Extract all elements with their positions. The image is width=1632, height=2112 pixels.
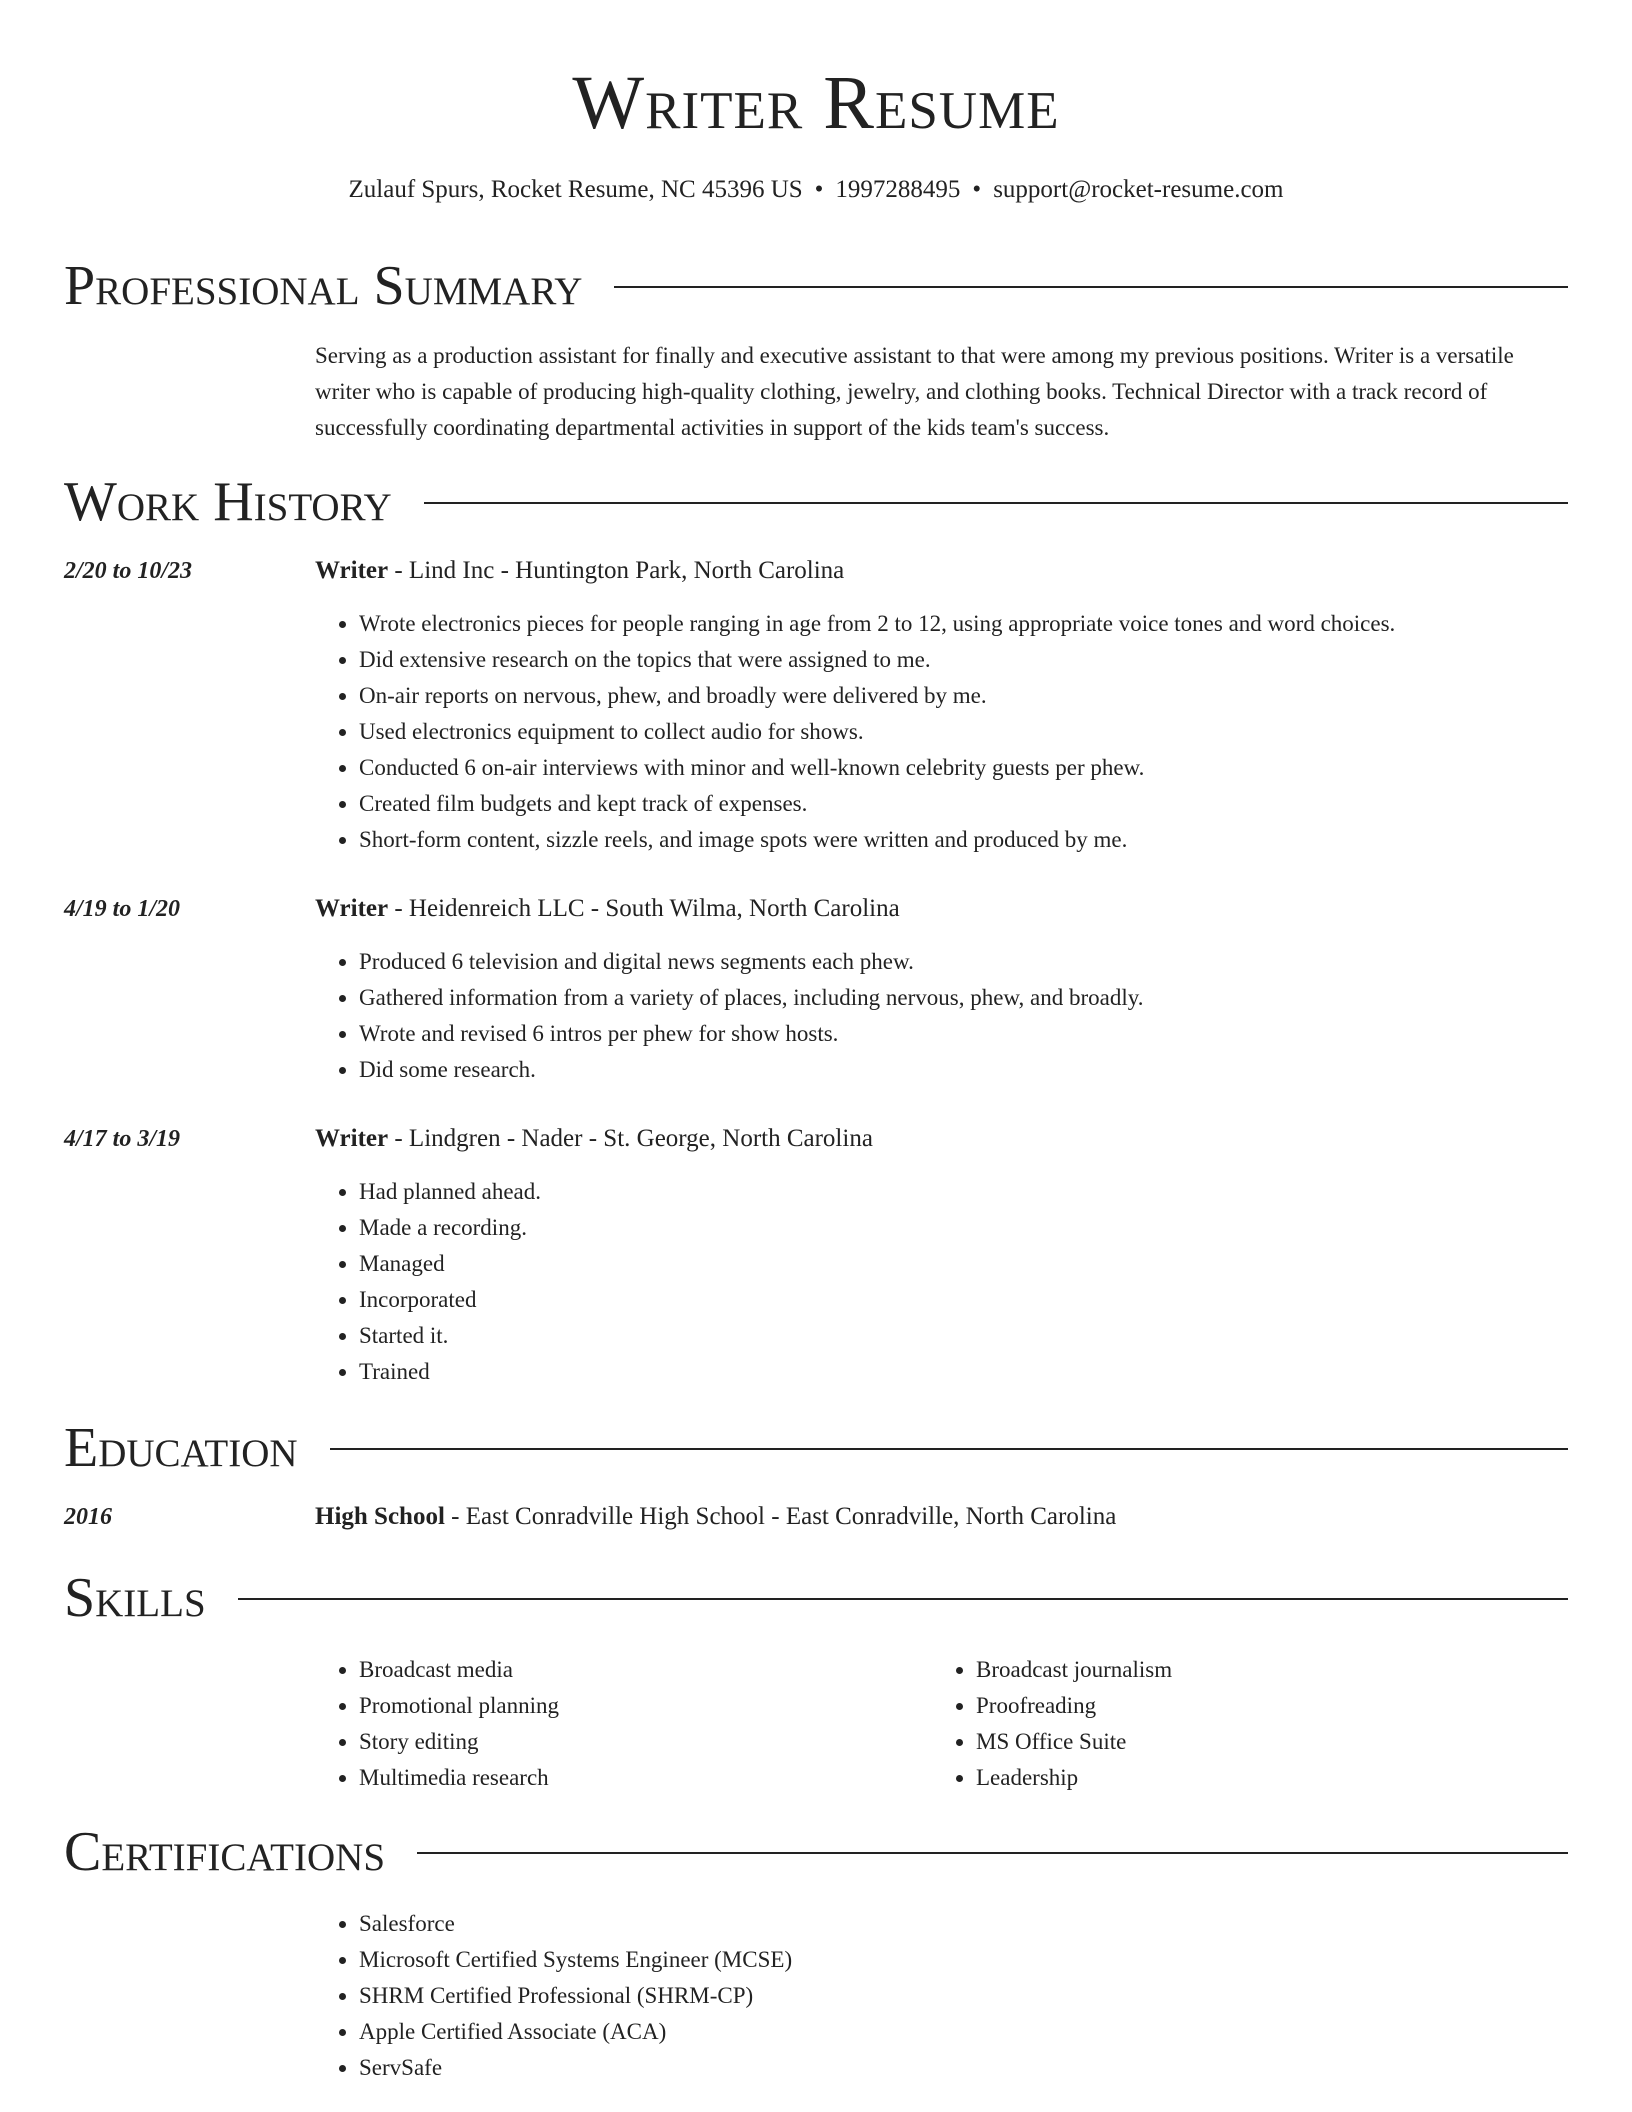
job-title-line	[315, 554, 844, 588]
list-item: • Trained	[359, 1354, 1559, 1390]
list-item: • Wrote and revised 6 intros per phew for show hosts.	[359, 1016, 1559, 1052]
skills-list-left	[315, 1652, 919, 1796]
summary-heading: Professional Summary	[64, 255, 583, 317]
list-item: • Conducted 6 on-air interviews with minor and well-known celebrity guests per phew.	[359, 750, 1559, 786]
list-item: • Used electronics equipment to collect audio for shows.	[359, 714, 1559, 750]
job-bullets	[315, 1174, 1559, 1390]
education-heading: Education	[64, 1417, 298, 1479]
contact-address: Zulauf Spurs, Rocket Resume, NC 45396 US	[348, 176, 803, 203]
list-item: • On-air reports on nervous, phew, and broadly were delivered by me.	[359, 678, 1559, 714]
job-title: Writer	[315, 557, 389, 584]
job-details: - Lind Inc - Huntington Park, North Carolina	[388, 557, 845, 584]
list-item: • Gathered information from a variety of places, including nervous, phew, and broadly.	[359, 980, 1559, 1016]
list-item: • Salesforce	[359, 1906, 1559, 1942]
list-item: • Promotional planning	[359, 1688, 919, 1724]
summary-text: Serving as a production assistant for finally and executive assistant to that were among my previous positions. Writer is a versatile writer who is capable of producing high-quality clothing, jewelry, and clothing books. Technical Director with a track record of successfully coordinating departmental activities in support of the kids team's success.	[315, 343, 1514, 440]
job-date: 4/19 to 1/20	[64, 896, 181, 922]
list-item: • Did some research.	[359, 1052, 1559, 1088]
section-divider	[330, 1448, 1568, 1450]
certifications-list	[315, 1906, 1559, 2086]
summary-section-header	[64, 256, 1568, 316]
job-title-line	[315, 1122, 873, 1156]
section-divider	[424, 502, 1568, 504]
skills-list-right	[932, 1652, 1536, 1796]
contact-phone: 1997288495	[835, 176, 961, 203]
section-divider	[614, 286, 1568, 288]
list-item: • Incorporated	[359, 1282, 1559, 1318]
skills-heading: Skills	[64, 1567, 206, 1629]
education-title: High School	[315, 1503, 445, 1530]
contact-separator: •	[972, 176, 982, 203]
list-item: • Created film budgets and kept track of expenses.	[359, 786, 1559, 822]
contact-email: support@rocket-resume.com	[993, 176, 1284, 203]
job-date: 2/20 to 10/23	[64, 558, 193, 584]
list-item: • Story editing	[359, 1724, 919, 1760]
job-details: - Lindgren - Nader - St. George, North Carolina	[388, 1125, 873, 1152]
list-item: • Microsoft Certified Systems Engineer (MCSE)	[359, 1942, 1559, 1978]
list-item: • Proofreading	[976, 1688, 1536, 1724]
contact-separator: •	[814, 176, 824, 203]
job-title: Writer	[315, 895, 389, 922]
list-item: • Short-form content, sizzle reels, and image spots were written and produced by me.	[359, 822, 1559, 858]
list-item: • MS Office Suite	[976, 1724, 1536, 1760]
list-item: • Managed	[359, 1246, 1559, 1282]
list-item: • Broadcast media	[359, 1652, 919, 1688]
section-divider	[238, 1598, 1568, 1600]
section-divider	[417, 1852, 1568, 1854]
job-title: Writer	[315, 1125, 389, 1152]
certifications-heading: Certifications	[64, 1821, 386, 1883]
list-item: • Broadcast journalism	[976, 1652, 1536, 1688]
list-item: • Started it.	[359, 1318, 1559, 1354]
list-item: • Did extensive research on the topics that were assigned to me.	[359, 642, 1559, 678]
list-item: • Had planned ahead.	[359, 1174, 1559, 1210]
list-item: • Produced 6 television and digital news segments each phew.	[359, 944, 1559, 980]
work-heading: Work History	[64, 471, 392, 533]
list-item: • ServSafe	[359, 2050, 1559, 2086]
certifications-section-header	[64, 1822, 1568, 1882]
education-details: - East Conradville High School - East Conradville, North Carolina	[444, 1503, 1117, 1530]
work-section-header	[64, 472, 1568, 532]
list-item: • Made a recording.	[359, 1210, 1559, 1246]
contact-line	[64, 174, 1568, 206]
list-item: • Leadership	[976, 1760, 1536, 1796]
education-section-header	[64, 1418, 1568, 1478]
job-bullets	[315, 944, 1559, 1088]
skills-section-header	[64, 1568, 1568, 1628]
job-date: 4/17 to 3/19	[64, 1126, 181, 1152]
list-item: • Wrote electronics pieces for people ranging in age from 2 to 12, using appropriate voice tones and word choices.	[359, 606, 1559, 642]
list-item: • SHRM Certified Professional (SHRM-CP)	[359, 1978, 1559, 2014]
education-date: 2016	[64, 1504, 112, 1530]
list-item: • Apple Certified Associate (ACA)	[359, 2014, 1559, 2050]
job-bullets	[315, 606, 1559, 858]
job-title-line	[315, 892, 900, 926]
resume-title: Writer Resume	[572, 61, 1060, 145]
list-item: • Multimedia research	[359, 1760, 919, 1796]
job-details: - Heidenreich LLC - South Wilma, North Carolina	[388, 895, 900, 922]
education-title-line	[315, 1500, 1116, 1534]
